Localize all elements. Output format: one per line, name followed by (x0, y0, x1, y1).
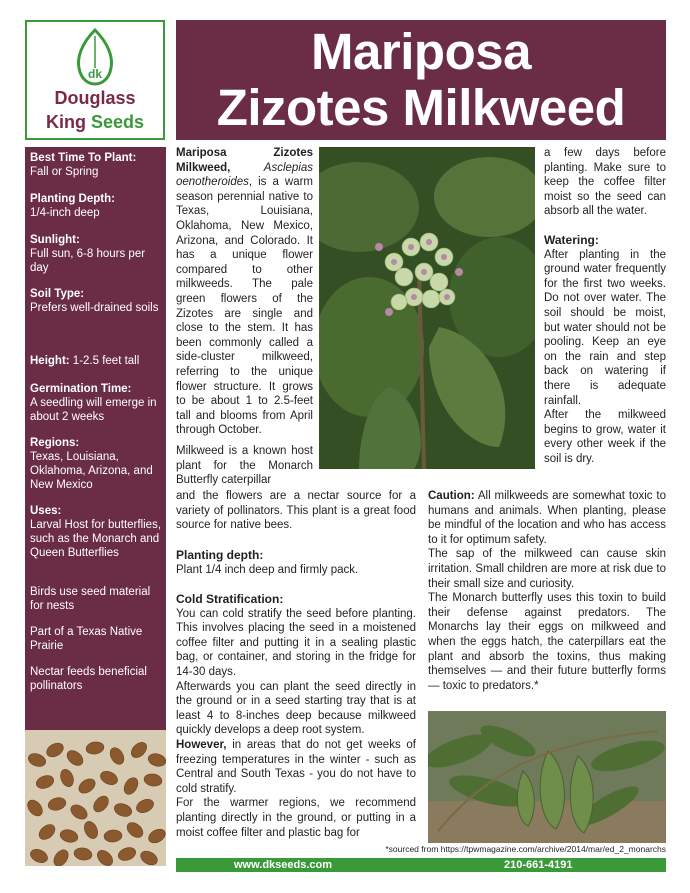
watering-p1: After planting in the ground water frequently for the first two weeks. Do not over water. The soil should be moist, but water should not be pooling. Keep an eye on the rain and step back on watering if there is adequate rainfall. (544, 248, 666, 407)
right-column-text (544, 146, 666, 466)
use-nectar: Nectar feeds beneficial pollinators (30, 666, 147, 692)
uses: Uses: Larval Host for butterflies, such as the Monarch and Queen Butterflies (30, 505, 162, 559)
caution-p3: The Monarch butterfly uses this toxin to build their defense against predators. The Monarchs lay their eggs on milkweed and when the eggs hatch, the caterpillars eat the plant and absorb the toxins, thus making themselves — and their future butterfly forms — toxic to predators.* (428, 592, 666, 692)
cold-p2: Afterwards you can plant the seed directly in the ground or in a seed starting tray that is at least 4 to 8-inches deep because milkweed quickly develops a deep root system. (176, 680, 416, 737)
coffee-filter-continued: a few days before planting. Make sure to keep the coffee filter moist so the seed can absorb all the water. (544, 147, 666, 218)
logo-name-line2: King Seeds (45, 112, 145, 132)
intro-paragraph: Mariposa Zizotes Milkweed, Asclepias oenotheroides, is a warm season perennial native to Texas, Louisiana, Oklahoma, New Mexico, Arizona, and Colorado. It has a unique flower compared to other milkweeds. The pale green flowers of the Zizotes are single and close to the stem. It has been commonly called a side-cluster milkweed, referring to the unique flower structure. It grows to be about 1 to 2.5-feet tall and blooms from April through October. (176, 147, 313, 437)
host-plant-paragraph-cont: and the flowers are a nectar source for a variety of pollinators. This plant is a great food source for native bees. (176, 490, 416, 532)
source-citation: *sourced from https://tpwmagazine.com/archive/2014/mar/ed_2_monarchs (385, 844, 666, 854)
soil-type: Soil Type: Prefers well-drained soils (30, 288, 159, 314)
germination-time: Germination Time: A seedling will emerge in about 2 weeks (30, 383, 157, 423)
caution-p1: Caution: All milkweeds are somewhat toxic to humans and animals. When planting, please be mindful of the location and who has access to it for optimum safety. (428, 490, 666, 546)
caution-p2: The sap of the milkweed can cause skin irritation. Small children are more at risk due to their small size and curiosity. (428, 548, 666, 590)
website-link[interactable]: www.dkseeds.com (234, 859, 333, 871)
use-prairie: Part of a Texas Native Prairie (30, 626, 143, 652)
watering-heading: Watering: (544, 232, 599, 247)
cold-p3: However, in areas that do not get weeks of freezing temperatures in the winter - such as Central and South Texas - you do not have to cold stratify. (176, 738, 416, 795)
info-sidebar (25, 147, 166, 730)
regions: Regions: Texas, Louisiana, Oklahoma, Arizona, and New Mexico (30, 437, 153, 491)
planting-depth: Planting Depth: 1/4-inch deep (30, 193, 115, 219)
sunlight: Sunlight: Full sun, 6-8 hours per day (30, 234, 146, 274)
caution-section (428, 489, 666, 693)
title-banner (176, 20, 666, 140)
watering-p2: After the milkweed begins to grow, water it every other week if the soil is dry. (544, 409, 666, 465)
milkweed-pods-photo (428, 711, 666, 843)
planting-depth-section (176, 548, 416, 577)
company-logo (25, 20, 165, 140)
page-title-line1: Mariposa (311, 23, 531, 80)
seed-photo (25, 730, 166, 866)
host-plant-paragraph: Milkweed is a known host plant for the Monarch Butterfly caterpillar (176, 445, 313, 487)
footer-bar (176, 858, 666, 872)
height: Height: 1-2.5 feet tall (30, 355, 140, 367)
cold-p4: For the warmer regions, we recommend planting directly in the ground, or putting in a moist coffee filter and plastic bag for (176, 797, 416, 839)
cold-stratification-heading: Cold Stratification: (176, 592, 284, 606)
cold-stratification-section (176, 592, 416, 840)
use-birds: Birds use seed material for nests (30, 586, 151, 612)
milkweed-flower-photo (319, 147, 535, 469)
best-time: Best Time To Plant: Fall or Spring (30, 152, 137, 178)
logo-monogram: dk (87, 67, 103, 81)
logo-name-line1: Douglass (54, 88, 136, 108)
page-title-line2: Zizotes Milkweed (216, 79, 626, 136)
planting-depth-text: Plant 1/4 inch deep and firmly pack. (176, 563, 359, 576)
cold-p1: You can cold stratify the seed before planting. This involves placing the seed in a moistened coffee filter and putting it in a sealing plastic bag, or container, and storing in the fridge for 14-30 days. (176, 607, 416, 678)
planting-depth-heading: Planting depth: (176, 548, 264, 562)
phone-number: 210-661-4191 (504, 859, 573, 871)
leaf-logo-icon (75, 28, 115, 86)
